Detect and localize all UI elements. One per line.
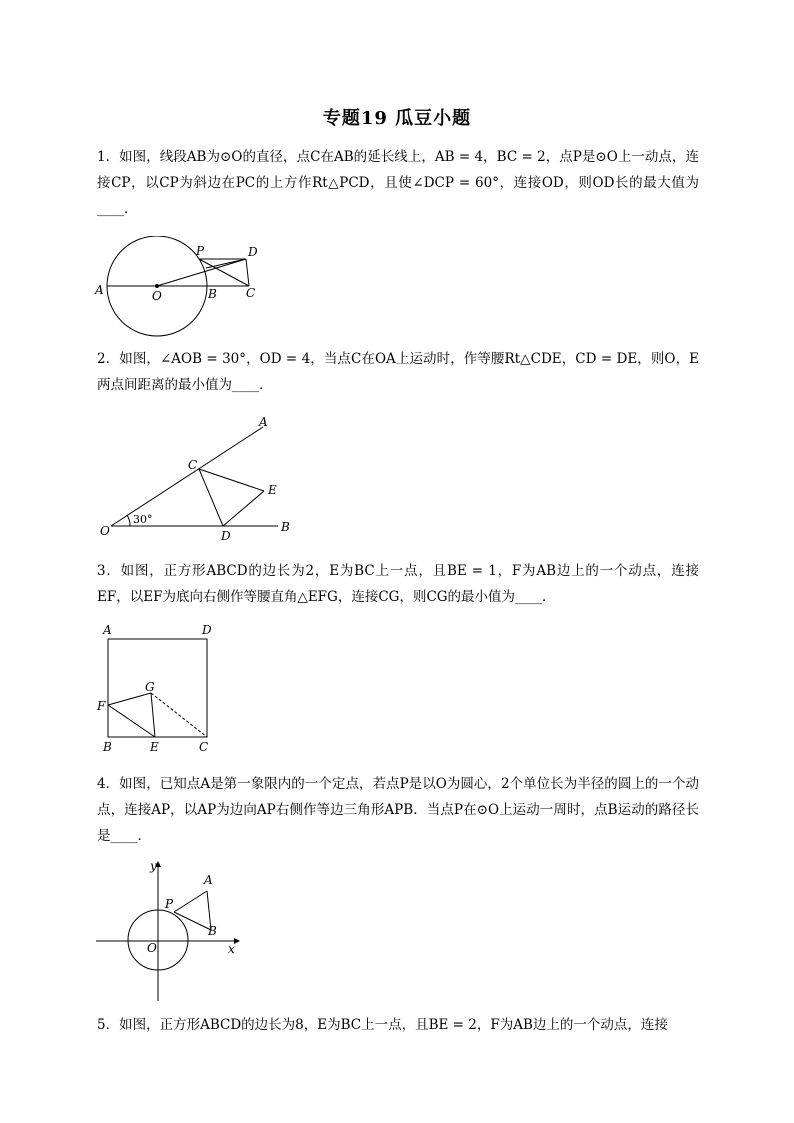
label-e: E: [268, 483, 277, 497]
angle-label: 30°: [133, 513, 153, 526]
label-b: B: [208, 924, 217, 938]
label-a: A: [259, 415, 268, 429]
problem-4-text: 4．如图，已知点A是第一象限内的一个定点，若点P是以O为圆心，2个单位长为半径的圆上的一个动点，连接AP，以AP为边向AP右侧作等边三角形APB．当点P在⊙O上运动一周时，点B运动的路径长是____．: [97, 776, 699, 844]
label-x: x: [228, 942, 235, 956]
segment-cd: [199, 469, 223, 526]
segment-ce: [199, 469, 264, 491]
label-a: A: [103, 623, 112, 637]
problem-3-text: 3．如图，正方形ABCD的边长为2，E为BC上一点，且BE = 1，F为AB边上的一个动点，连接EF，以EF为底向右侧作等腰直角△EFG，连接CG，则CG的最小值为____．: [97, 563, 699, 605]
label-b: B: [208, 287, 217, 301]
angle-arc: [127, 515, 130, 526]
problem-4-figure: [94, 858, 244, 1004]
label-b: B: [281, 520, 290, 534]
square-abcd: [108, 639, 207, 737]
label-a: A: [95, 283, 104, 297]
label-o: O: [152, 289, 162, 303]
problem-1-figure: [94, 236, 269, 340]
label-a: A: [204, 873, 213, 887]
label-c: C: [246, 286, 256, 300]
label-p: P: [196, 244, 205, 258]
label-y: y: [150, 859, 157, 873]
label-b: B: [103, 740, 112, 754]
problem-1-text: 1．如图，线段AB为⊙O的直径，点C在AB的延长线上，AB = 4，BC = 2，点P是⊙O上一动点，连接CP，以CP为斜边在PC的上方作Rt△PCD，且使∠DCP = 60°，连接OD，则OD长的最大值为____．: [97, 149, 699, 217]
label-c: C: [199, 740, 209, 754]
problem-5-text: 5．如图，正方形ABCD的边长为8，E为BC上一点，且BE = 2，F为AB边上的一个动点，连接: [97, 1017, 668, 1033]
label-c: C: [188, 458, 198, 472]
page-title: 专题19 瓜豆小题: [322, 108, 472, 129]
label-o: O: [147, 941, 157, 955]
segment-ge: [151, 693, 155, 737]
label-f: F: [97, 699, 106, 713]
problem-2-figure: [96, 414, 296, 542]
problem-3-figure: [96, 622, 220, 756]
segment-dc: [246, 259, 249, 286]
label-p: P: [165, 897, 174, 911]
segment-p-c-lower: [206, 259, 246, 268]
segment-gc: [151, 693, 207, 737]
x-arrow: [234, 938, 240, 944]
label-e: E: [150, 740, 159, 754]
label-d: D: [221, 529, 231, 542]
problem-2-text: 2．如图，∠AOB = 30°，OD = 4，当点C在OA上运动时，作等腰Rt△CDE，CD = DE，则O，E两点间距离的最小值为____．: [97, 351, 699, 393]
label-d: D: [202, 623, 212, 637]
label-g: G: [145, 680, 155, 694]
label-o: O: [100, 524, 110, 538]
segment-de: [223, 491, 264, 526]
segment-pa: [174, 891, 207, 912]
segment-pb: [174, 912, 211, 930]
segment-fe: [108, 705, 155, 737]
segment-fg: [108, 693, 151, 705]
label-d: D: [248, 245, 258, 259]
